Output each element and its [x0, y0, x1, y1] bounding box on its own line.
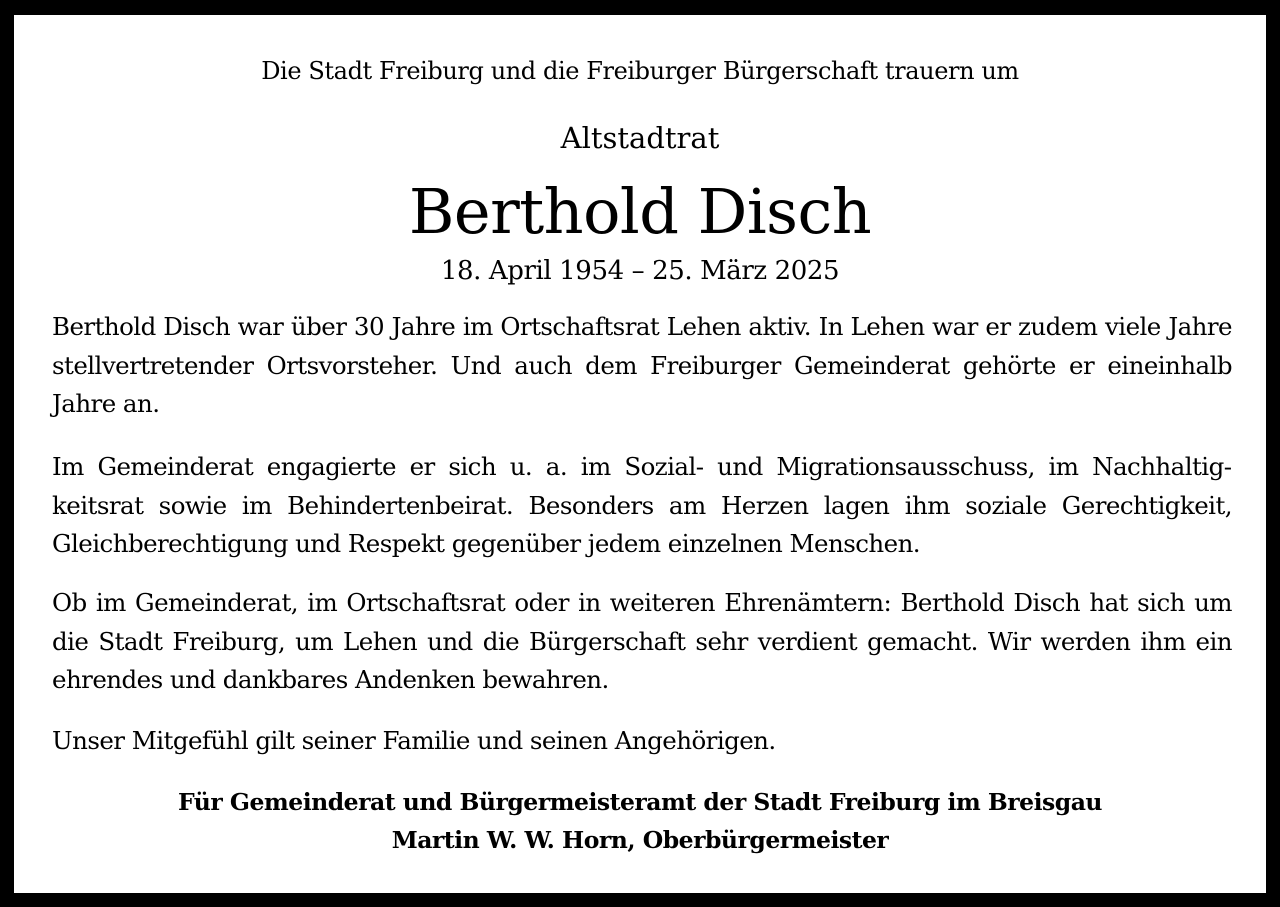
- paragraph-condolence: Unser Mitgefühl gilt seiner Familie und seinen Angehörigen.: [52, 726, 776, 755]
- paragraph-career: Berthold Disch war über 30 Jahre im Ortschaftsrat Lehen aktiv. In Lehen war er zudem viele Jahre stellvertretender Ortsvorsteher. Und auch dem Freiburger Gemeinderat gehörte er eineinhalb Jahre an.: [52, 312, 1232, 418]
- paragraph-engagement: Im Gemeinderat engagierte er sich u. a. im Sozial- und Migrationsausschuss, im Nachhaltigkeitsrat sowie im Behindertenbeirat. Besonders am Herzen lagen ihm soziale Gerechtigkeit, Gleichberechtigung und Respekt gegenüber jedem einzelnen Menschen.: [52, 452, 1232, 558]
- honorary-title: Altstadtrat: [560, 121, 720, 155]
- life-dates: 18. April 1954 – 25. März 2025: [440, 256, 840, 286]
- signature-signer: Martin W. W. Horn, Oberbürgermeister: [391, 826, 889, 854]
- obituary-notice: [14, 15, 1266, 893]
- signature-organization: Für Gemeinderat und Bürgermeisteramt der Stadt Freiburg im Breisgau: [177, 788, 1103, 816]
- deceased-name: Berthold Disch: [408, 175, 872, 248]
- paragraph-tribute: Ob im Gemeinderat, im Ortschaftsrat oder in weiteren Ehrenämtern: Berthold Disch hat sich um die Stadt Freiburg, um Lehen und die Bürgerschaft sehr verdient gemacht. Wir werden ihm ein ehrendes und dankbares Andenken bewahren.: [52, 588, 1232, 694]
- intro-line: Die Stadt Freiburg und die Freiburger Bürgerschaft trauern um: [261, 57, 1019, 85]
